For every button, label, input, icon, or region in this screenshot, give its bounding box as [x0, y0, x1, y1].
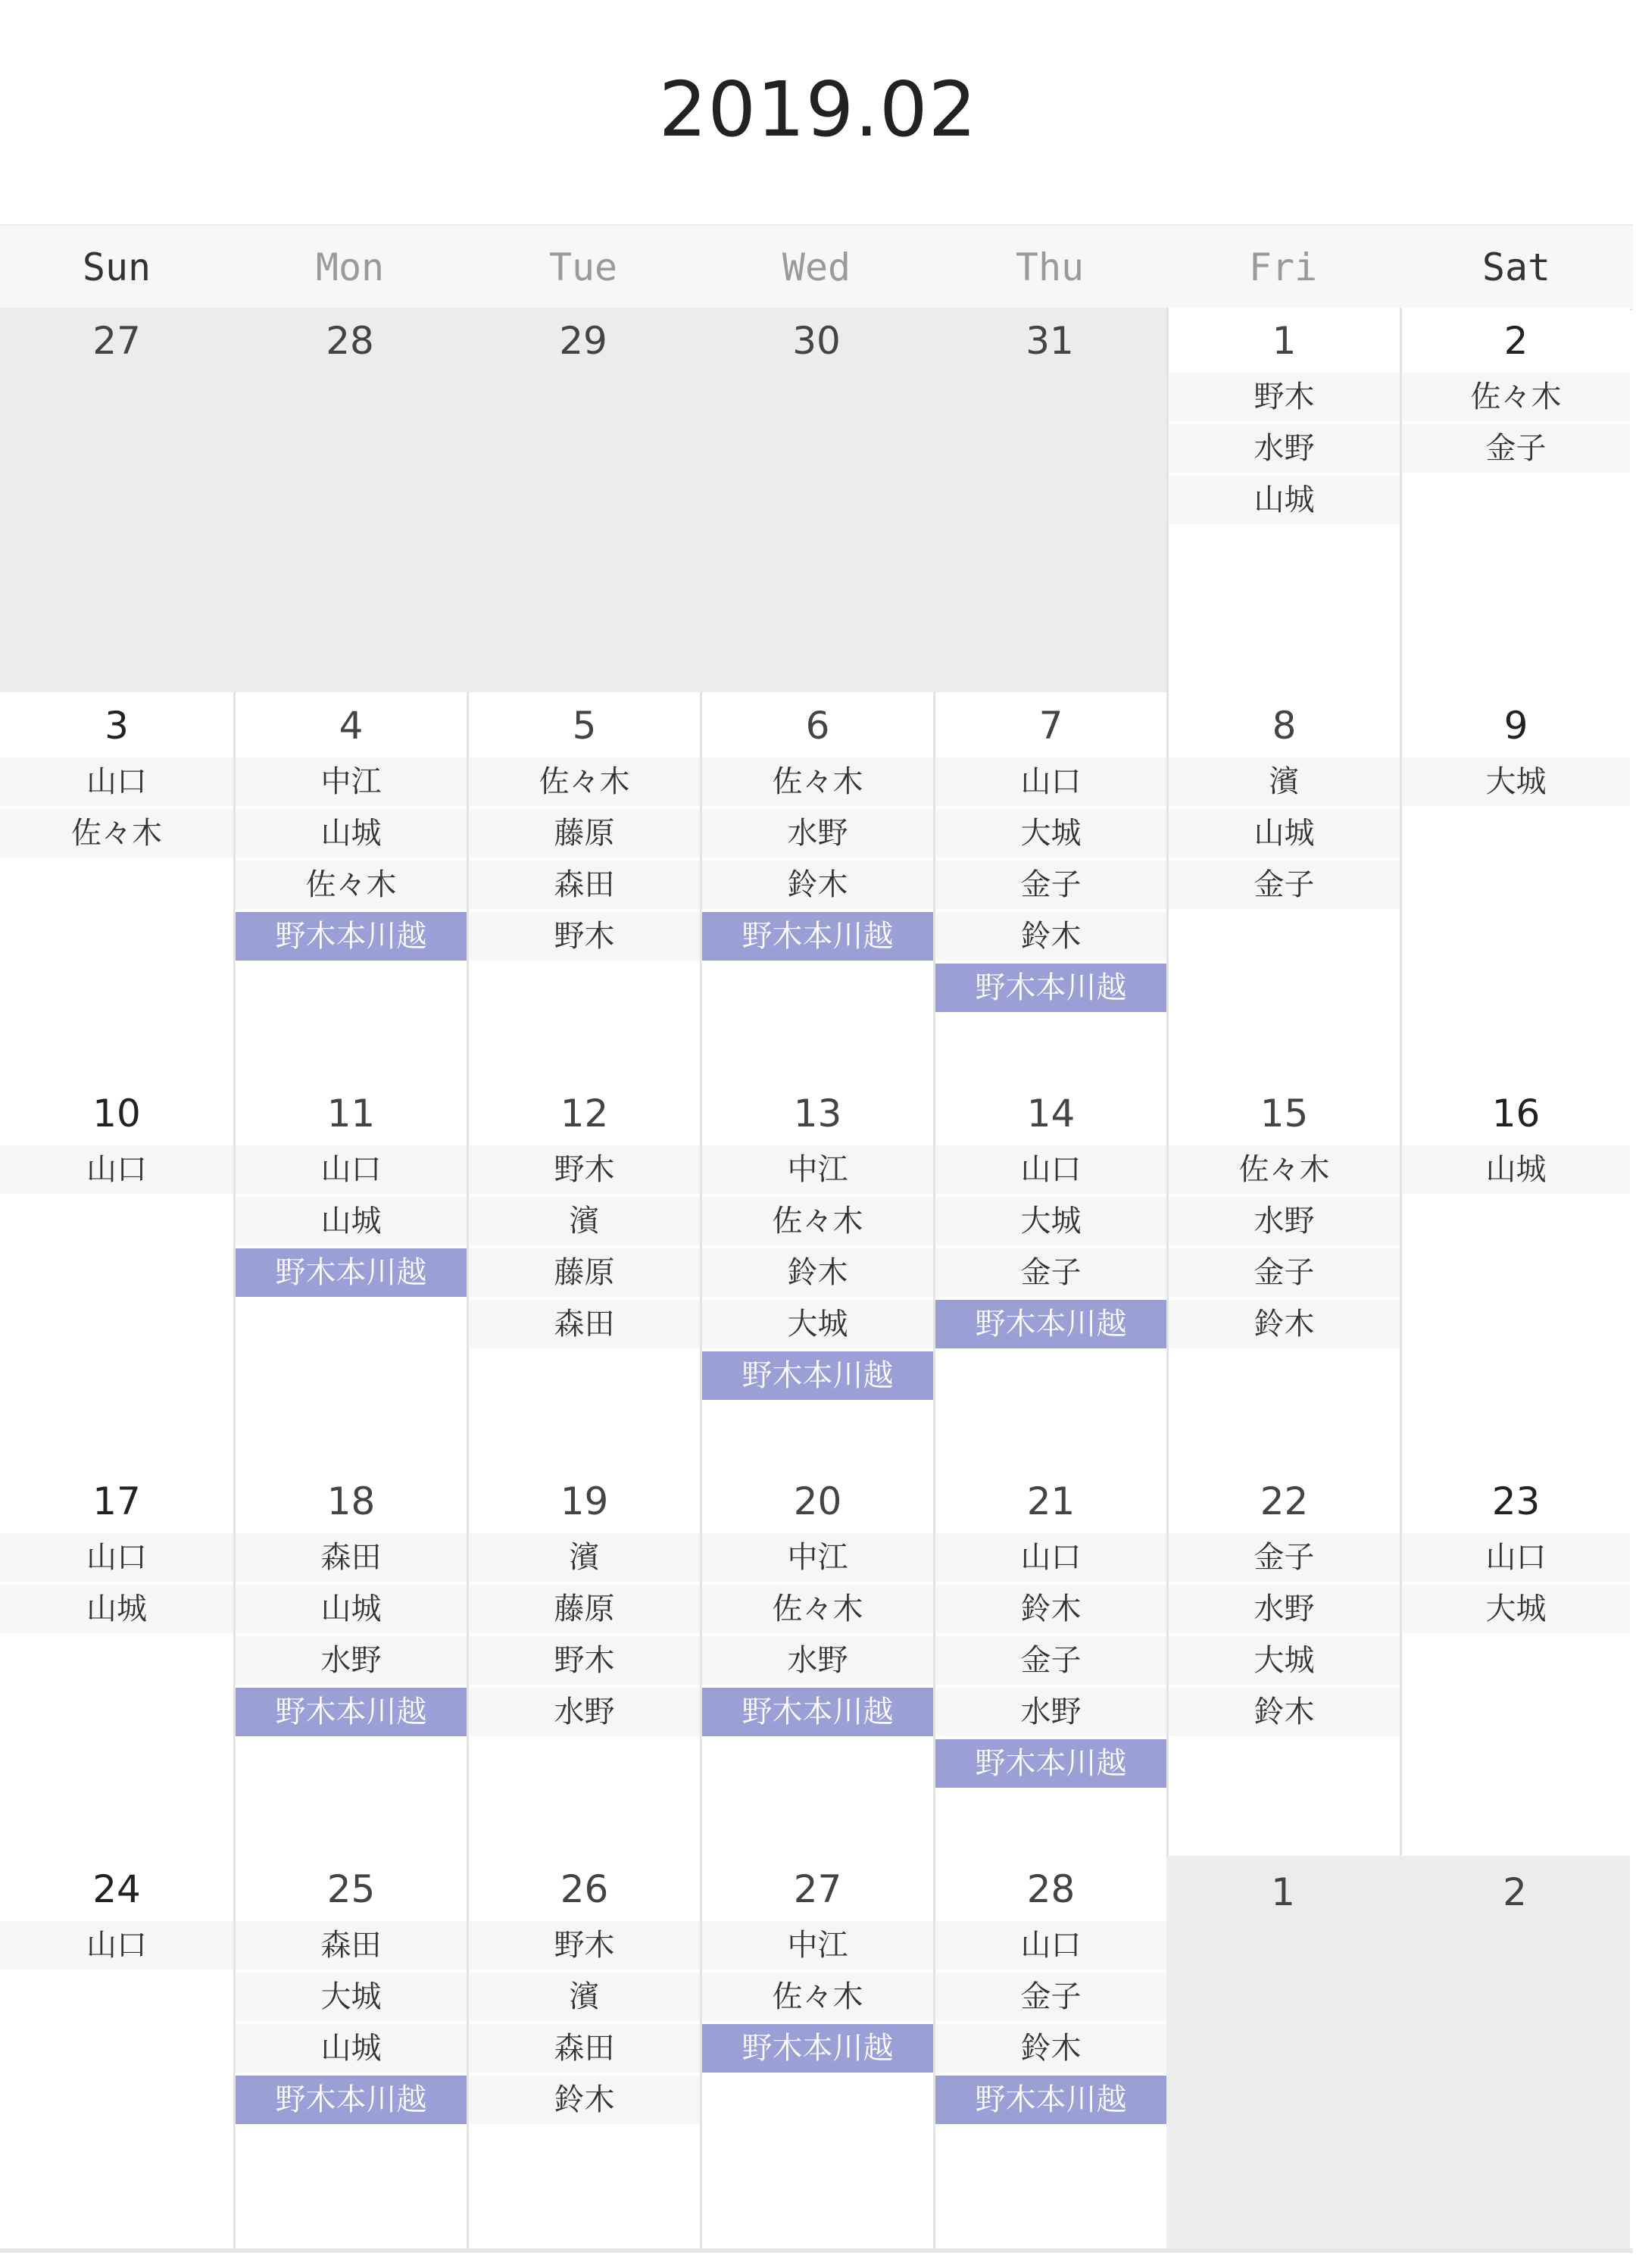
day-number: 4	[339, 704, 364, 748]
highlighted-entry[interactable]: 野木本川越	[236, 1688, 467, 1736]
schedule-entry[interactable]: 中江	[702, 1533, 933, 1582]
schedule-entry[interactable]: 山城	[1169, 809, 1400, 858]
schedule-entry[interactable]: 野木	[469, 1921, 700, 1970]
day-cell[interactable]	[467, 692, 700, 1080]
schedule-entry[interactable]: 森田	[469, 2024, 700, 2073]
schedule-entry[interactable]: 水野	[236, 1636, 467, 1685]
day-number: 11	[326, 1092, 376, 1136]
schedule-entry[interactable]: 濱	[469, 1197, 700, 1245]
schedule-entry[interactable]: 大城	[935, 1197, 1166, 1245]
weekday-fri: Fri	[1248, 245, 1318, 289]
day-number: 16	[1491, 1092, 1541, 1136]
highlighted-entry[interactable]: 野木本川越	[935, 1739, 1166, 1788]
weekday-wed: Wed	[782, 245, 851, 289]
day-number: 1	[1271, 1870, 1295, 1914]
day-cell[interactable]	[467, 1468, 700, 1856]
schedule-entry[interactable]: 鈴木	[702, 861, 933, 909]
entry-list	[0, 758, 233, 861]
entry-list	[236, 1921, 467, 2127]
schedule-entry[interactable]: 野木	[469, 1145, 700, 1194]
day-number: 22	[1260, 1479, 1309, 1523]
entry-list	[469, 758, 700, 964]
schedule-entry[interactable]: 水野	[702, 809, 933, 858]
highlighted-entry[interactable]: 野木本川越	[702, 2024, 933, 2073]
schedule-entry[interactable]: 鈴木	[702, 1248, 933, 1297]
schedule-entry[interactable]: 山城	[236, 1585, 467, 1633]
day-cell[interactable]	[1166, 1856, 1400, 2248]
day-number: 28	[326, 319, 374, 363]
day-number: 19	[560, 1479, 609, 1523]
day-number: 20	[793, 1479, 842, 1523]
day-number: 24	[92, 1867, 141, 1911]
schedule-entry[interactable]: 鈴木	[1169, 1300, 1400, 1348]
day-number: 15	[1260, 1092, 1309, 1136]
day-cell[interactable]	[1400, 692, 1630, 1080]
day-number: 10	[92, 1092, 141, 1136]
day-number: 30	[792, 319, 841, 363]
entry-list	[1169, 1145, 1400, 1351]
entry-list	[236, 758, 467, 964]
day-number: 21	[1026, 1479, 1076, 1523]
day-cell[interactable]	[1400, 1856, 1630, 2248]
schedule-entry[interactable]: 濱	[469, 1973, 700, 2021]
day-number: 31	[1026, 319, 1074, 363]
day-number: 8	[1272, 704, 1297, 748]
schedule-entry[interactable]: 大城	[935, 809, 1166, 858]
day-number: 2	[1503, 319, 1528, 363]
entry-list	[702, 1921, 933, 2076]
entry-list	[0, 1145, 233, 1197]
entry-list	[935, 1145, 1166, 1351]
schedule-entry[interactable]: 水野	[702, 1636, 933, 1685]
month-title: 2019.02	[658, 65, 978, 154]
schedule-entry[interactable]: 金子	[1402, 424, 1630, 473]
highlighted-entry[interactable]: 野木本川越	[935, 964, 1166, 1012]
entry-list	[1402, 1533, 1630, 1636]
schedule-entry[interactable]: 山城	[236, 809, 467, 858]
entry-list	[1169, 758, 1400, 912]
schedule-entry[interactable]: 佐々木	[0, 809, 233, 858]
day-number: 3	[105, 704, 129, 748]
schedule-entry[interactable]: 鈴木	[935, 2024, 1166, 2073]
day-number: 28	[1026, 1867, 1076, 1911]
schedule-entry[interactable]: 佐々木	[469, 758, 700, 806]
day-cell[interactable]	[1400, 1080, 1630, 1468]
day-cell[interactable]	[700, 1080, 933, 1468]
schedule-entry[interactable]: 山口	[0, 1145, 233, 1194]
entry-list	[469, 1533, 700, 1739]
day-number: 2	[1503, 1870, 1527, 1914]
schedule-entry[interactable]: 山城	[1169, 476, 1400, 524]
schedule-entry[interactable]: 山口	[0, 758, 233, 806]
schedule-entry[interactable]: 水野	[935, 1688, 1166, 1736]
schedule-entry[interactable]: 森田	[236, 1921, 467, 1970]
schedule-entry[interactable]: 大城	[1169, 1636, 1400, 1685]
entry-list	[0, 1533, 233, 1636]
bottom-divider	[0, 2248, 1633, 2253]
day-cell[interactable]	[1400, 308, 1630, 695]
day-number: 17	[92, 1479, 141, 1523]
schedule-entry[interactable]: 藤原	[469, 809, 700, 858]
highlighted-entry[interactable]: 野木本川越	[236, 912, 467, 961]
schedule-entry[interactable]: 山口	[0, 1921, 233, 1970]
schedule-entry[interactable]: 山口	[935, 1533, 1166, 1582]
day-number: 27	[793, 1867, 842, 1911]
schedule-entry[interactable]: 山口	[1402, 1533, 1630, 1582]
weekday-sat: Sat	[1481, 245, 1551, 289]
schedule-entry[interactable]: 山口	[935, 1145, 1166, 1194]
entry-list	[1402, 758, 1630, 809]
day-cell[interactable]	[0, 1468, 233, 1856]
day-cell[interactable]	[0, 1080, 233, 1468]
schedule-entry[interactable]: 山口	[935, 758, 1166, 806]
highlighted-entry[interactable]: 野木本川越	[702, 1351, 933, 1400]
day-cell[interactable]	[233, 1080, 467, 1468]
day-cell[interactable]	[1166, 1468, 1400, 1856]
entry-list	[935, 758, 1166, 1015]
schedule-entry[interactable]: 金子	[1169, 1248, 1400, 1297]
day-cell[interactable]	[0, 308, 233, 692]
day-cell[interactable]	[233, 1856, 467, 2248]
weekday-mon: Mon	[315, 245, 385, 289]
day-cell[interactable]	[0, 1856, 233, 2248]
entry-list	[1402, 373, 1630, 476]
schedule-entry[interactable]: 山城	[236, 2024, 467, 2073]
schedule-entry[interactable]: 中江	[236, 758, 467, 806]
entry-list	[1169, 373, 1400, 527]
schedule-entry[interactable]: 鈴木	[935, 912, 1166, 961]
weekday-sun: Sun	[82, 245, 151, 289]
weekday-tue: Tue	[548, 245, 618, 289]
entry-list	[702, 1145, 933, 1403]
schedule-entry[interactable]: 森田	[469, 861, 700, 909]
day-number: 9	[1503, 704, 1528, 748]
schedule-entry[interactable]: 水野	[1169, 1197, 1400, 1245]
day-cell[interactable]	[233, 692, 467, 1080]
day-cell[interactable]	[700, 1856, 933, 2248]
highlighted-entry[interactable]: 野木本川越	[935, 1300, 1166, 1348]
day-cell[interactable]	[700, 1468, 933, 1856]
day-number: 25	[326, 1867, 376, 1911]
schedule-entry[interactable]: 鈴木	[469, 2076, 700, 2124]
schedule-entry[interactable]: 鈴木	[1169, 1688, 1400, 1736]
day-number: 13	[793, 1092, 842, 1136]
day-cell[interactable]	[467, 1080, 700, 1468]
entry-list	[469, 1921, 700, 2127]
entry-list	[0, 1921, 233, 1973]
day-number: 5	[572, 704, 597, 748]
highlighted-entry[interactable]: 野木本川越	[702, 1688, 933, 1736]
schedule-entry[interactable]: 山口	[236, 1145, 467, 1194]
schedule-entry[interactable]: 佐々木	[236, 861, 467, 909]
day-number: 14	[1026, 1092, 1076, 1136]
entry-list	[935, 1533, 1166, 1791]
schedule-entry[interactable]: 金子	[935, 1973, 1166, 2021]
schedule-entry[interactable]: 森田	[236, 1533, 467, 1582]
day-cell[interactable]	[933, 1856, 1166, 2248]
schedule-entry[interactable]: 大城	[236, 1973, 467, 2021]
schedule-entry[interactable]: 森田	[469, 1300, 700, 1348]
schedule-entry[interactable]: 大城	[702, 1300, 933, 1348]
day-number: 12	[560, 1092, 609, 1136]
entry-list	[236, 1145, 467, 1300]
day-cell[interactable]	[933, 308, 1166, 692]
entry-list	[702, 1533, 933, 1739]
highlighted-entry[interactable]: 野木本川越	[702, 912, 933, 961]
day-cell[interactable]	[1166, 308, 1400, 695]
schedule-entry[interactable]: 佐々木	[702, 1585, 933, 1633]
highlighted-entry[interactable]: 野木本川越	[935, 2076, 1166, 2124]
weekday-header	[0, 224, 1633, 311]
schedule-entry[interactable]: 金子	[935, 1636, 1166, 1685]
day-number: 23	[1491, 1479, 1541, 1523]
schedule-entry[interactable]: 濱	[1169, 758, 1400, 806]
schedule-entry[interactable]: 佐々木	[702, 1197, 933, 1245]
schedule-entry[interactable]: 大城	[1402, 758, 1630, 806]
day-number: 18	[326, 1479, 376, 1523]
schedule-entry[interactable]: 佐々木	[702, 758, 933, 806]
day-number: 6	[805, 704, 830, 748]
entry-list	[236, 1533, 467, 1739]
schedule-entry[interactable]: 野木	[1169, 373, 1400, 421]
entry-list	[702, 758, 933, 964]
day-cell[interactable]	[1400, 1468, 1630, 1856]
schedule-entry[interactable]: 山城	[236, 1197, 467, 1245]
schedule-entry[interactable]: 野木	[469, 912, 700, 961]
schedule-entry[interactable]: 水野	[469, 1688, 700, 1736]
day-cell[interactable]	[933, 1468, 1166, 1856]
day-cell[interactable]	[467, 308, 700, 692]
day-number: 29	[559, 319, 607, 363]
schedule-entry[interactable]: 山城	[0, 1585, 233, 1633]
schedule-entry[interactable]: 鈴木	[935, 1585, 1166, 1633]
schedule-entry[interactable]: 藤原	[469, 1585, 700, 1633]
schedule-entry[interactable]: 水野	[1169, 1585, 1400, 1633]
day-number: 27	[92, 319, 141, 363]
day-cell[interactable]	[1166, 1080, 1400, 1468]
day-cell[interactable]	[700, 692, 933, 1080]
schedule-entry[interactable]: 野木	[469, 1636, 700, 1685]
entry-list	[1169, 1533, 1400, 1739]
schedule-entry[interactable]: 金子	[935, 1248, 1166, 1297]
schedule-entry[interactable]: 中江	[702, 1145, 933, 1194]
schedule-entry[interactable]: 藤原	[469, 1248, 700, 1297]
schedule-entry[interactable]: 山口	[935, 1921, 1166, 1970]
day-cell[interactable]	[933, 692, 1166, 1080]
day-cell[interactable]	[233, 308, 467, 692]
schedule-entry[interactable]: 金子	[1169, 861, 1400, 909]
weekday-thu: Thu	[1015, 245, 1085, 289]
day-number: 7	[1038, 704, 1063, 748]
day-number: 1	[1272, 319, 1297, 363]
day-cell[interactable]	[0, 692, 233, 1080]
schedule-entry[interactable]: 大城	[1402, 1585, 1630, 1633]
day-cell[interactable]	[933, 1080, 1166, 1468]
highlighted-entry[interactable]: 野木本川越	[236, 2076, 467, 2124]
schedule-entry[interactable]: 金子	[935, 861, 1166, 909]
schedule-entry[interactable]: 佐々木	[702, 1973, 933, 2021]
entry-list	[1402, 1145, 1630, 1197]
entry-list	[469, 1145, 700, 1351]
schedule-entry[interactable]: 佐々木	[1169, 1145, 1400, 1194]
day-cell[interactable]	[233, 1468, 467, 1856]
day-cell[interactable]	[700, 308, 933, 692]
highlighted-entry[interactable]: 野木本川越	[236, 1248, 467, 1297]
schedule-entry[interactable]: 濱	[469, 1533, 700, 1582]
schedule-entry[interactable]: 佐々木	[1402, 373, 1630, 421]
schedule-entry[interactable]: 金子	[1169, 1533, 1400, 1582]
schedule-entry[interactable]: 山城	[1402, 1145, 1630, 1194]
schedule-entry[interactable]: 山口	[0, 1533, 233, 1582]
day-cell[interactable]	[467, 1856, 700, 2248]
entry-list	[935, 1921, 1166, 2127]
day-cell[interactable]	[1166, 692, 1400, 1080]
schedule-entry[interactable]: 水野	[1169, 424, 1400, 473]
day-number: 26	[560, 1867, 609, 1911]
schedule-entry[interactable]: 中江	[702, 1921, 933, 1970]
